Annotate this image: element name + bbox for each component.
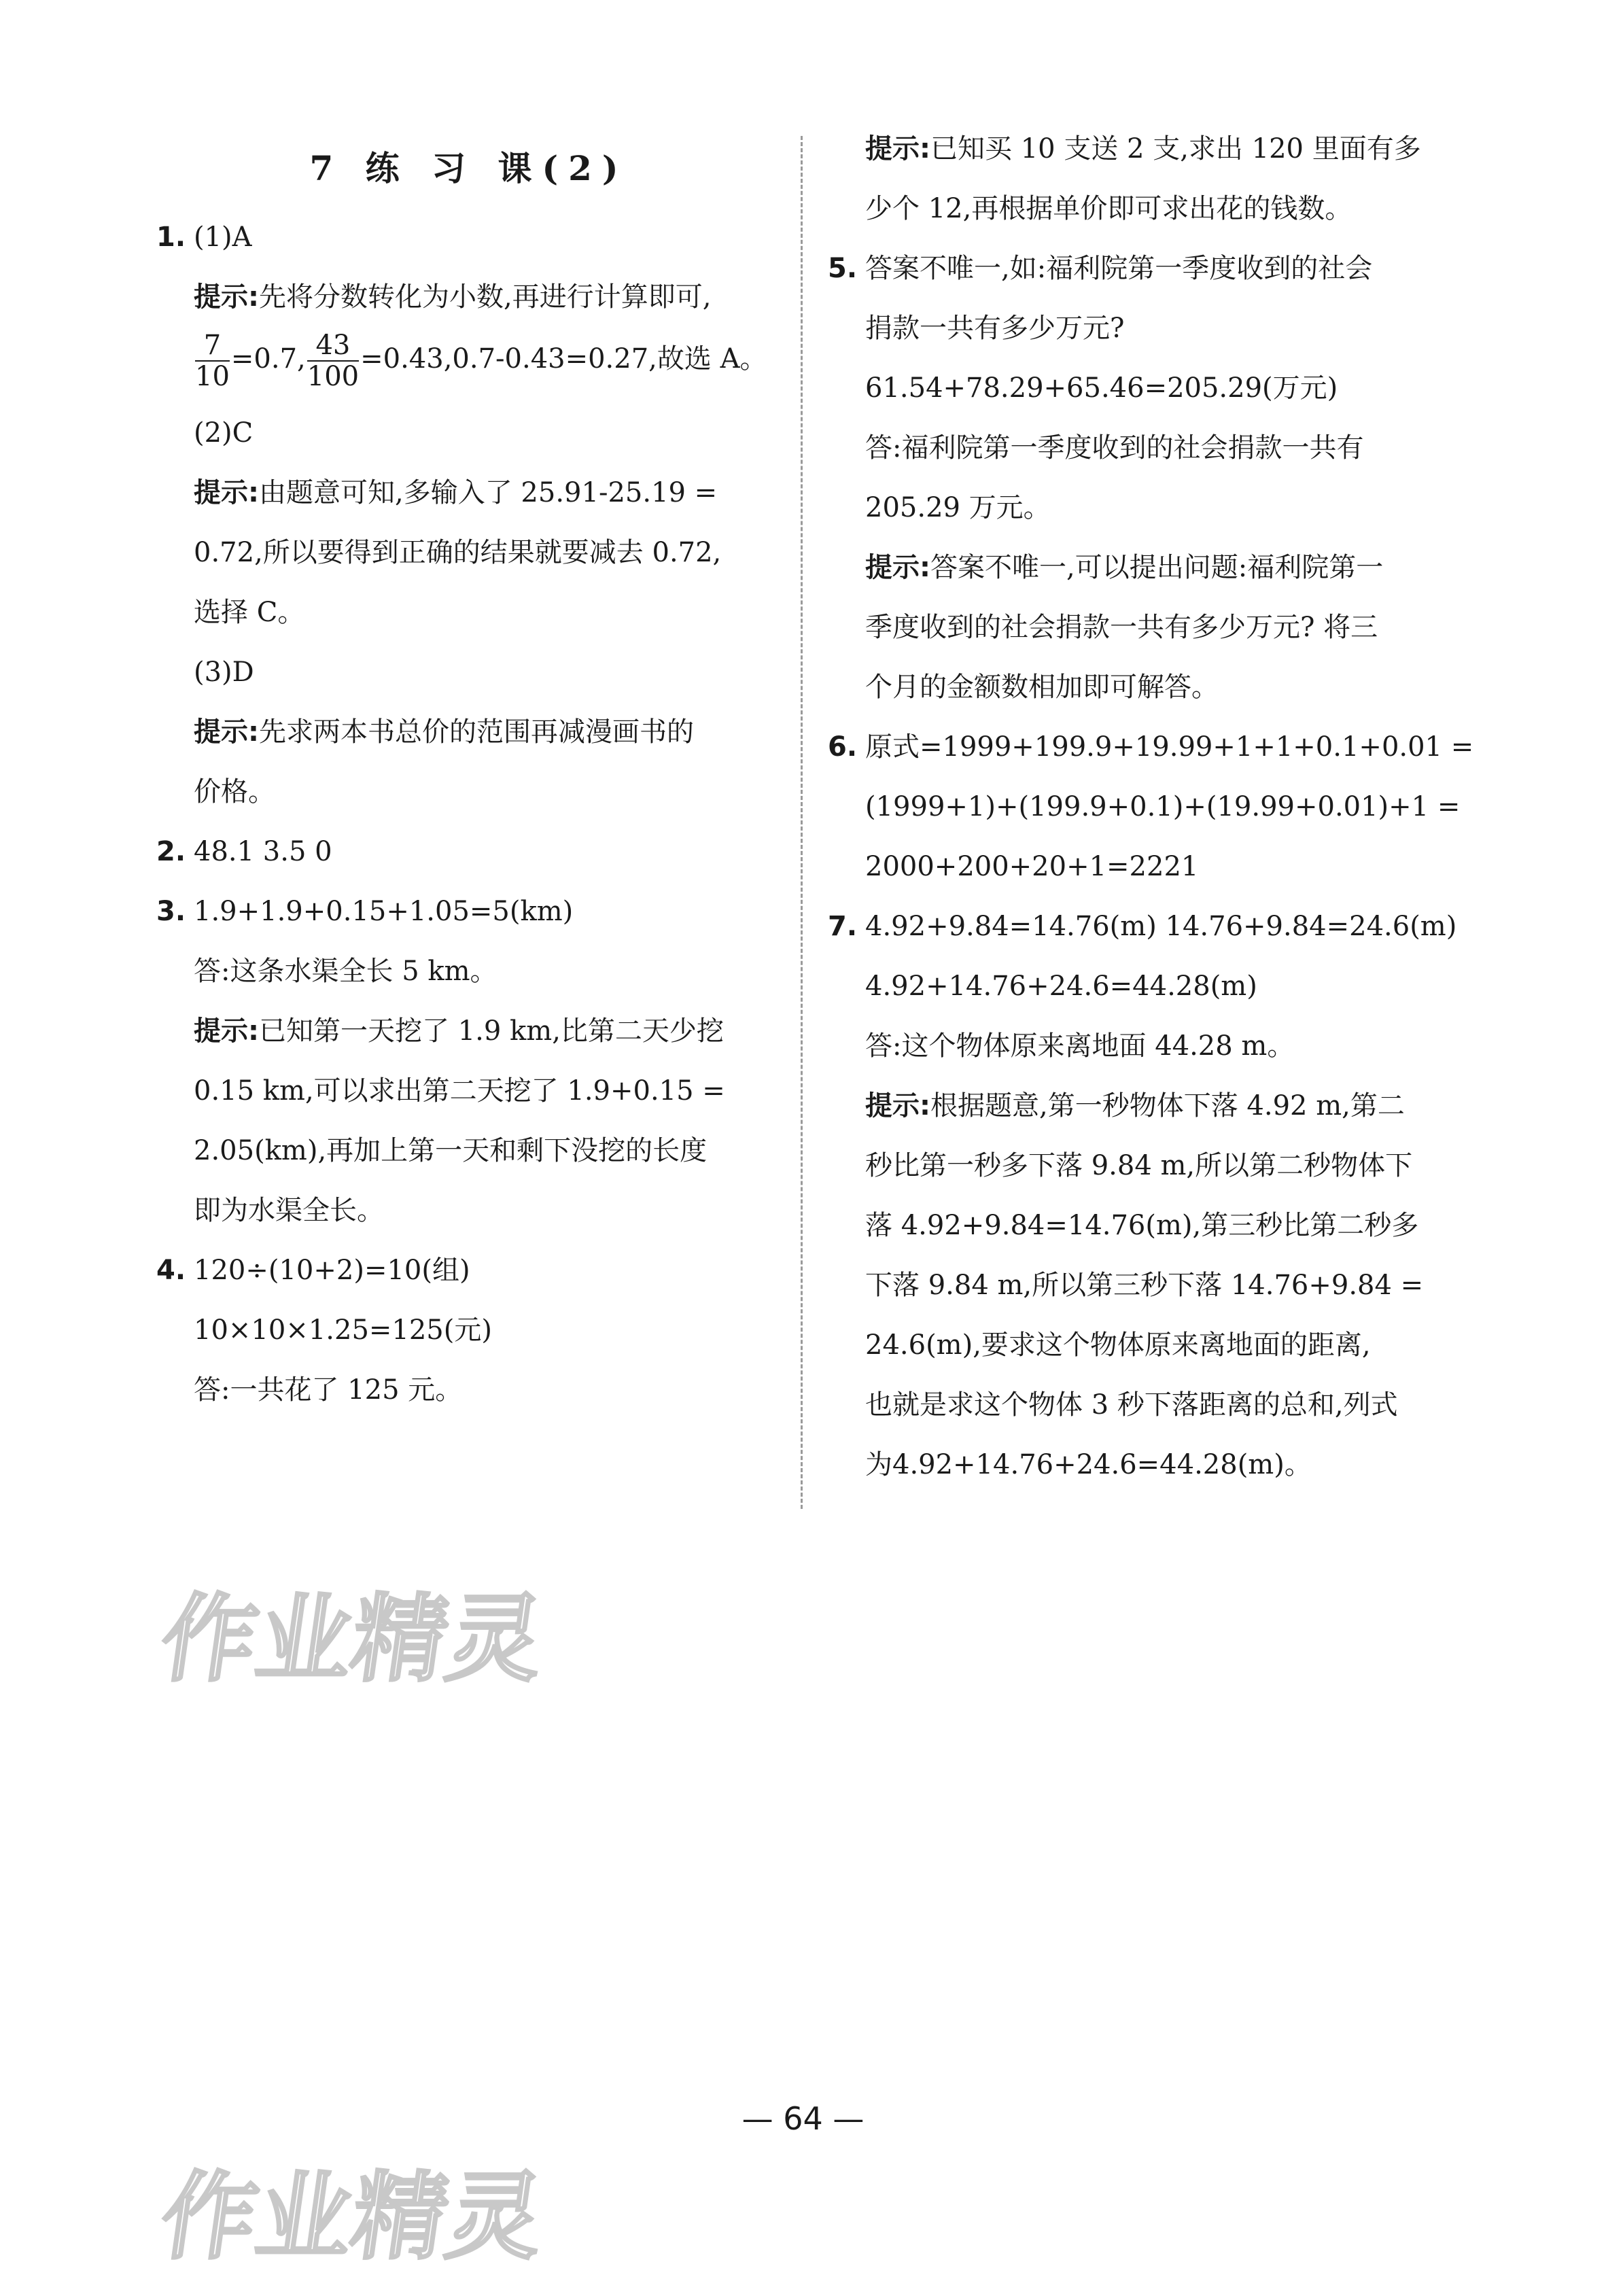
- equation: 2000+200+20+1=2221: [865, 851, 1199, 882]
- answer: 205.29 万元。: [865, 492, 1051, 523]
- hint-text: 由题意可知,多输入了 25.91-25.19 =: [259, 477, 718, 508]
- question-number: 2.: [156, 836, 186, 867]
- page-number: — 64 —: [741, 2100, 865, 2137]
- column-divider: [801, 136, 803, 1509]
- hint-text: 2.05(km),再加上第一天和剩下没挖的长度: [194, 1135, 708, 1166]
- hint-text: 个月的金额数相加即可解答。: [865, 672, 1219, 703]
- hint-text: 先求两本书总价的范围再减漫画书的: [259, 716, 694, 748]
- equation: 1.9+1.9+0.15+1.05=5(km): [194, 896, 574, 927]
- hint-text: 选择 C。: [194, 597, 305, 628]
- hint-label: 提示:: [194, 716, 259, 748]
- equation: 原式=1999+199.9+19.99+1+1+0.1+0.01 =: [865, 731, 1474, 763]
- watermark-logo: 作业精灵: [154, 2162, 551, 2273]
- question-3: [156, 892, 782, 1230]
- question-1: [156, 218, 782, 812]
- answer: (3)D: [194, 657, 254, 688]
- hint-text: 季度收到的社会捐款一共有多少万元? 将三: [865, 612, 1378, 643]
- equation: 4.92+14.76+24.6=44.28(m): [865, 971, 1257, 1002]
- answer: 48.1 3.5 0: [194, 836, 332, 867]
- answer: (2)C: [194, 417, 254, 449]
- hint-text: 落 4.92+9.84=14.76(m),第三秒比第二秒多: [865, 1210, 1419, 1241]
- answer: 答:这条水渠全长 5 km。: [194, 956, 497, 987]
- answer: 捐款一共有多少万元?: [865, 313, 1125, 344]
- equation: 10×10×1.25=125(元): [194, 1315, 492, 1346]
- hint-text: 0.15 km,可以求出第二天挖了 1.9+0.15 =: [194, 1075, 725, 1107]
- hint-text: 0.72,所以要得到正确的结果就要减去 0.72,: [194, 537, 722, 568]
- answer: 答:一共花了 125 元。: [194, 1374, 463, 1406]
- question-number: 4.: [156, 1255, 186, 1286]
- question-number: 6.: [828, 731, 858, 763]
- question-number: 3.: [156, 896, 186, 927]
- hint-label: 提示:: [194, 281, 259, 313]
- equation: (1999+1)+(199.9+0.1)+(19.99+0.01)+1 =: [865, 791, 1461, 822]
- fraction: $\frac{7}{10}$: [195, 330, 230, 392]
- hint-text: 24.6(m),要求这个物体原来离地面的距离,: [865, 1329, 1371, 1361]
- answer: 答:这个物体原来离地面 44.28 m。: [865, 1030, 1295, 1062]
- hint-text: 秒比第一秒多下落 9.84 m,所以第二秒物体下: [865, 1150, 1413, 1181]
- question-7: [828, 907, 1457, 1484]
- answer: 答:福利院第一季度收到的社会捐款一共有: [865, 432, 1364, 464]
- question-2: [156, 832, 782, 871]
- hint-text: 下落 9.84 m,所以第三秒下落 14.76+9.84 =: [865, 1270, 1424, 1301]
- question-4: [156, 1251, 782, 1410]
- left-column: [156, 129, 782, 1430]
- question-4-hint: [828, 129, 1443, 228]
- hint-label: 提示:: [865, 133, 930, 164]
- question-number: 7.: [828, 911, 858, 942]
- question-6: [828, 727, 1474, 886]
- hint-text: 少个 12,再根据单价即可求出花的钱数。: [865, 193, 1352, 224]
- hint-text: 已知第一天挖了 1.9 km,比第二天少挖: [259, 1015, 724, 1047]
- answer: (1)A: [194, 222, 252, 253]
- hint-label: 提示:: [194, 477, 259, 508]
- equation: 4.92+9.84=14.76(m) 14.76+9.84=24.6(m): [865, 911, 1457, 942]
- hint-text: 价格。: [194, 776, 275, 807]
- hint-text: 根据题意,第一秒物体下落 4.92 m,第二: [930, 1090, 1405, 1121]
- question-5: [828, 249, 1443, 707]
- equation: 120÷(10+2)=10(组): [194, 1255, 470, 1286]
- right-column: [828, 129, 1474, 1505]
- page-title: 7 练 习 课(2): [309, 148, 629, 188]
- hint-label: 提示:: [194, 1015, 259, 1047]
- question-number: 1.: [156, 222, 186, 253]
- hint-text: 即为水渠全长。: [194, 1195, 384, 1226]
- hint-text: 答案不唯一,可以提出问题:福利院第一: [930, 552, 1384, 583]
- hint-text: 先将分数转化为小数,再进行计算即可,: [259, 281, 712, 313]
- watermark-logo: 作业精灵: [154, 1584, 551, 1695]
- question-number: 5.: [828, 253, 858, 284]
- answer: 答案不唯一,如:福利院第一季度收到的社会: [865, 253, 1373, 284]
- hint-text: 为4.92+14.76+24.6=44.28(m)。: [865, 1449, 1312, 1480]
- hint-label: 提示:: [865, 1090, 930, 1121]
- hint-text: 也就是求这个物体 3 秒下落距离的总和,列式: [865, 1389, 1398, 1421]
- equation: 61.54+78.29+65.46=205.29(万元): [865, 372, 1338, 404]
- hint-label: 提示:: [865, 552, 930, 583]
- fraction: $\frac{43}{100}$: [307, 330, 360, 392]
- fraction-line: $\frac{7}{10}$ =0.7, $\frac{43}{100}$ =0.43,0.7-0.43=0.27,故选 A。: [195, 330, 767, 392]
- hint-text: 已知买 10 支送 2 支,求出 120 里面有多: [930, 133, 1421, 164]
